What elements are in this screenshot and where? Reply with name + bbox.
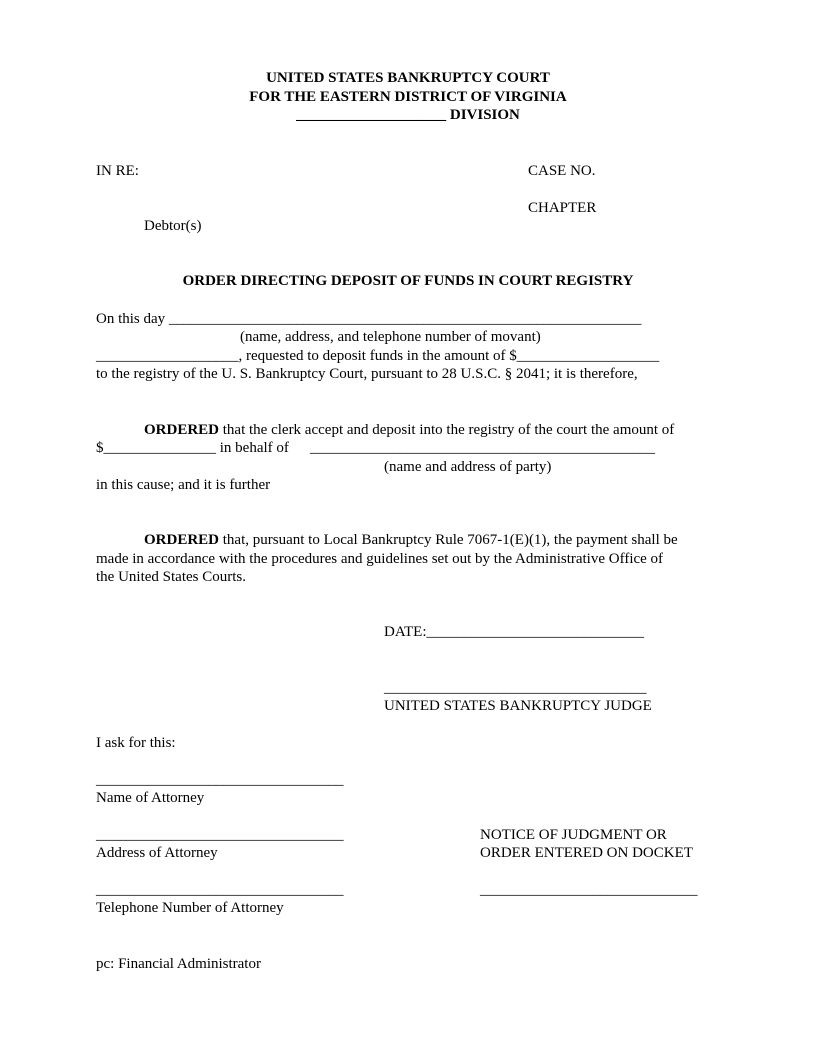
attorney-telephone-label: Telephone Number of Attorney [96, 900, 284, 916]
attorney-name-label: Name of Attorney [96, 790, 205, 806]
in-re-label: IN RE: [96, 163, 139, 179]
amount-behalf: $_______________ in behalf of [96, 440, 289, 456]
ordered-paragraph-2-line-3: the United States Courts. [96, 569, 246, 585]
district-title: FOR THE EASTERN DISTRICT OF VIRGINIA [249, 89, 567, 105]
chapter-label: CHAPTER [528, 200, 597, 216]
attorney-telephone-line: _________________________________ [96, 882, 344, 898]
ordered-text-1: that the clerk accept and deposit into the registry of the court the amount of [219, 422, 675, 438]
debtor-label: Debtor(s) [144, 218, 202, 234]
order-title: ORDER DIRECTING DEPOSIT OF FUNDS IN COURT REGISTRY [182, 273, 634, 289]
pc-line: pc: Financial Administrator [96, 956, 261, 972]
movant-blank: _______________________________________________________________ [168, 311, 642, 327]
attorney-address-line: _________________________________ [96, 827, 344, 843]
party-caption: (name and address of party) [384, 459, 552, 475]
ordered-bold-1: ORDERED [144, 422, 220, 438]
ordered-paragraph-2-line-2: made in accordance with the procedures and guidelines set out by the Administrative Office of [96, 551, 664, 567]
attorney-address-label: Address of Attorney [96, 845, 218, 861]
ordered-paragraph-1-line-2 [96, 439, 289, 457]
on-this-day-line [96, 310, 641, 328]
division-line [0, 106, 816, 124]
ordered-text-2: that, pursuant to Local Bankruptcy Rule 7067-1(E)(1), the payment shall be [219, 532, 678, 548]
court-title: UNITED STATES BANKRUPTCY COURT [266, 70, 550, 86]
notice-line-2: ORDER ENTERED ON DOCKET [480, 845, 693, 861]
notice-blank: _____________________________ [480, 882, 698, 898]
deposit-amount-line: ___________________, requested to deposit funds in the amount of $___________________ [96, 348, 660, 364]
case-no-label: CASE NO. [528, 163, 596, 179]
ordered-paragraph-1-line-1 [144, 421, 674, 439]
judge-signature-line: ___________________________________ [384, 680, 647, 696]
judge-label: UNITED STATES BANKRUPTCY JUDGE [384, 698, 652, 714]
ordered-bold-2: ORDERED [144, 532, 220, 548]
ask-label: I ask for this: [96, 735, 176, 751]
attorney-name-line: _________________________________ [96, 772, 344, 788]
on-this-day-label: On this day [96, 311, 166, 327]
division-blank: ____________________ [296, 107, 447, 123]
registry-line: to the registry of the U. S. Bankruptcy Court, pursuant to 28 U.S.C. § 2041; it is therefore, [96, 366, 638, 382]
movant-caption: (name, address, and telephone number of movant) [240, 329, 541, 345]
ordered-paragraph-2-line-1 [144, 531, 678, 549]
date-field: DATE:_____________________________ [384, 624, 644, 640]
division-label: DIVISION [449, 107, 520, 123]
notice-line-1: NOTICE OF JUDGMENT OR [480, 827, 667, 843]
ordered-paragraph-1-line-3: in this cause; and it is further [96, 477, 271, 493]
party-blank: ______________________________________________ [310, 440, 655, 456]
